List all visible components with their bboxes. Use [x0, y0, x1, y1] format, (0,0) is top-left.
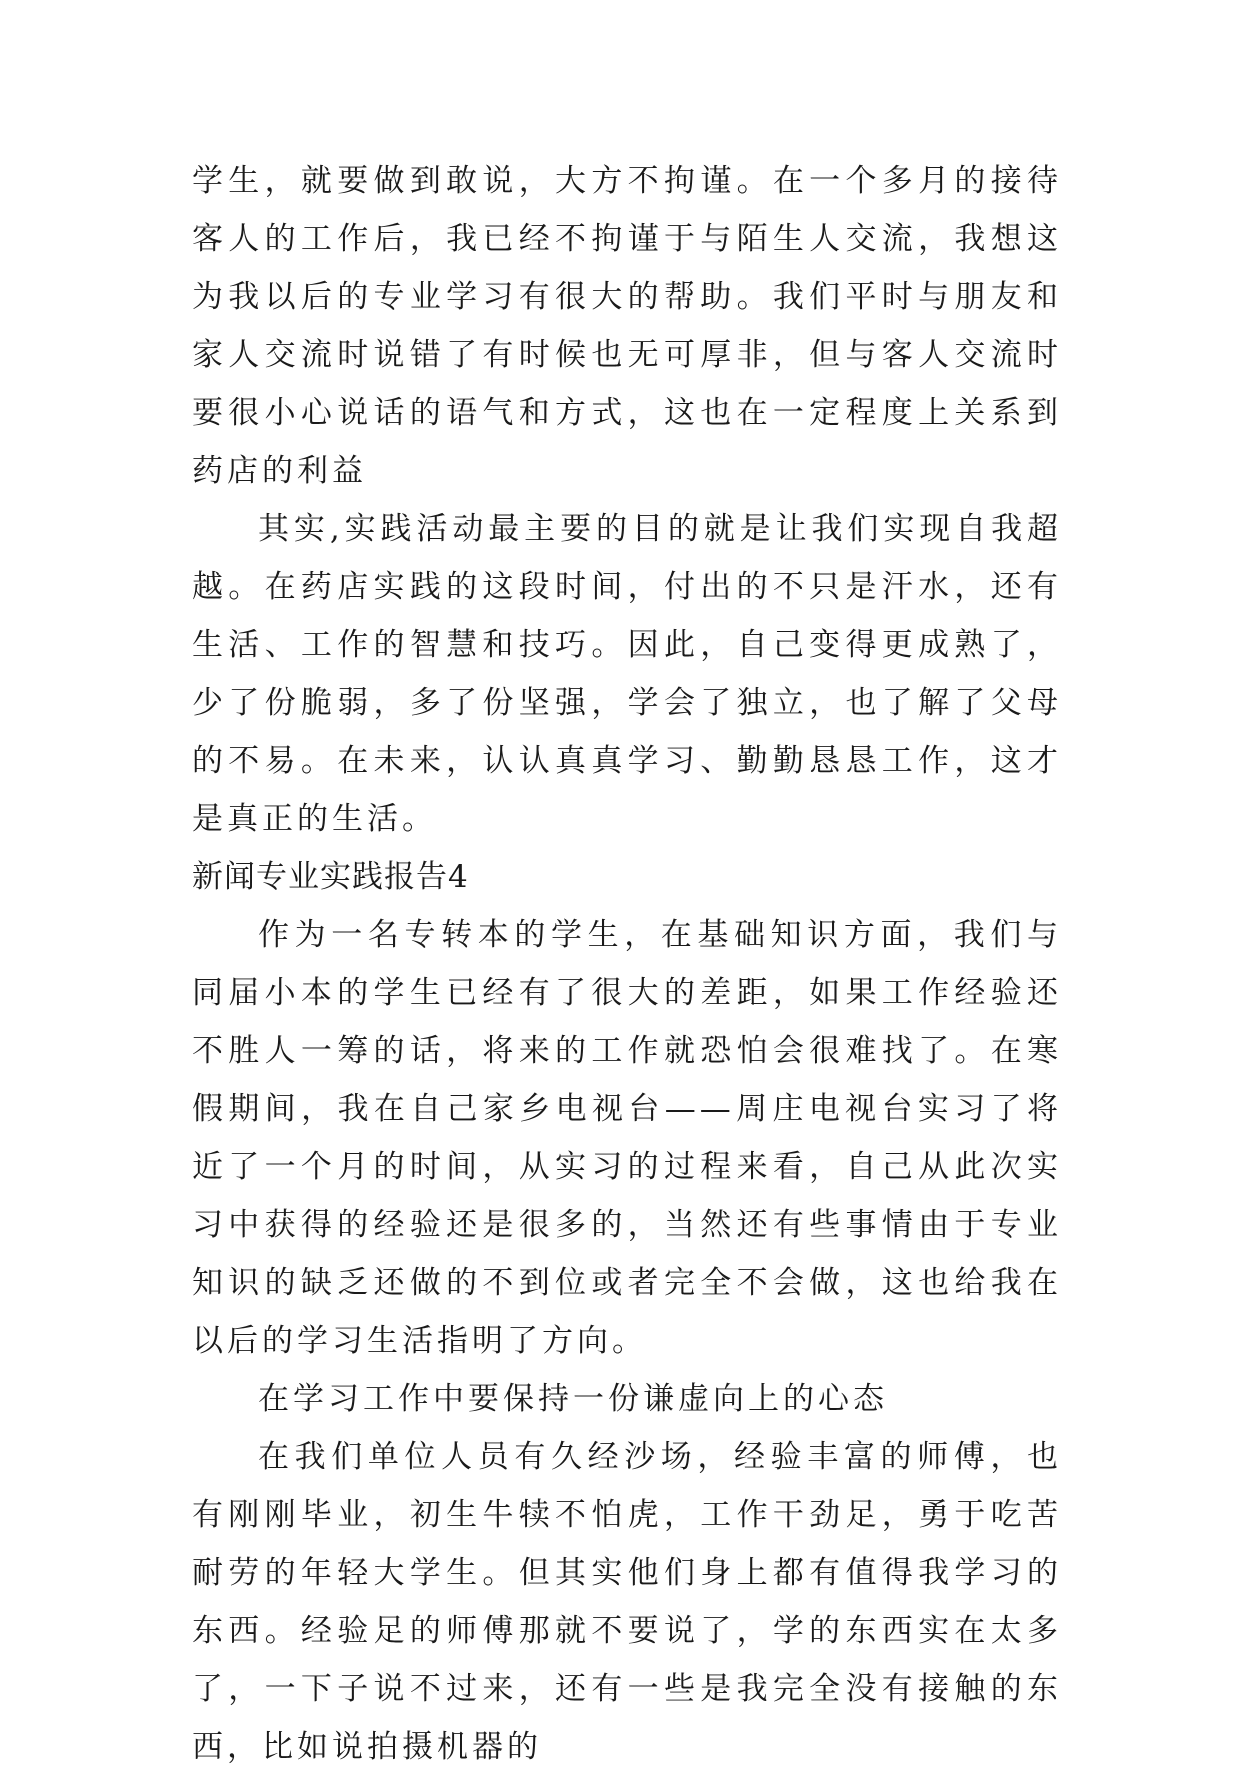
paragraph-subheading: 在学习工作中要保持一份谦虚向上的心态: [258, 1381, 888, 1417]
paragraph-colleagues: 在我们单位人员有久经沙场，经验丰富的师傅，也有刚刚毕业，初生牛犊不怕虎，工作干劲足，勇于吃苦耐劳的年轻大学生。但其实他们身上都有值得我学习的东西。经验足的师傅那就不要说了，学的东西实在太多了，一下子说不过来，还有一些是我完全没有接触的东西，比如说拍摄机器的: [192, 1439, 1062, 1765]
section-heading: 新闻专业实践报告4: [192, 859, 469, 895]
document-body: [192, 152, 1062, 1776]
paragraph-practice-summary: 其实,实践活动最主要的目的就是让我们实现自我超越。在药店实践的这段时间，付出的不只是汗水，还有生活、工作的智慧和技巧。因此，自己变得更成熟了，少了份脆弱，多了份坚强，学会了独立，也了解了父母的不易。在未来，认认真真学习、勤勤恳恳工作，这才是真正的生活。: [192, 511, 1062, 837]
paragraph-internship-intro: 作为一名专转本的学生，在基础知识方面，我们与同届小本的学生已经有了很大的差距，如果工作经验还不胜人一筹的话，将来的工作就恐怕会很难找了。在寒假期间，我在自己家乡电视台——周庄电视台实习了将近了一个月的时间，从实习的过程来看，自己从此次实习中获得的经验还是很多的，当然还有些事情由于专业知识的缺乏还做的不到位或者完全不会做，这也给我在以后的学习生活指明了方向。: [192, 917, 1062, 1359]
paragraph-continuation: 学生，就要做到敢说，大方不拘谨。在一个多月的接待客人的工作后，我已经不拘谨于与陌生人交流，我想这为我以后的专业学习有很大的帮助。我们平时与朋友和家人交流时说错了有时候也无可厚非，但与客人交流时要很小心说话的语气和方式，这也在一定程度上关系到药店的利益: [192, 163, 1062, 489]
